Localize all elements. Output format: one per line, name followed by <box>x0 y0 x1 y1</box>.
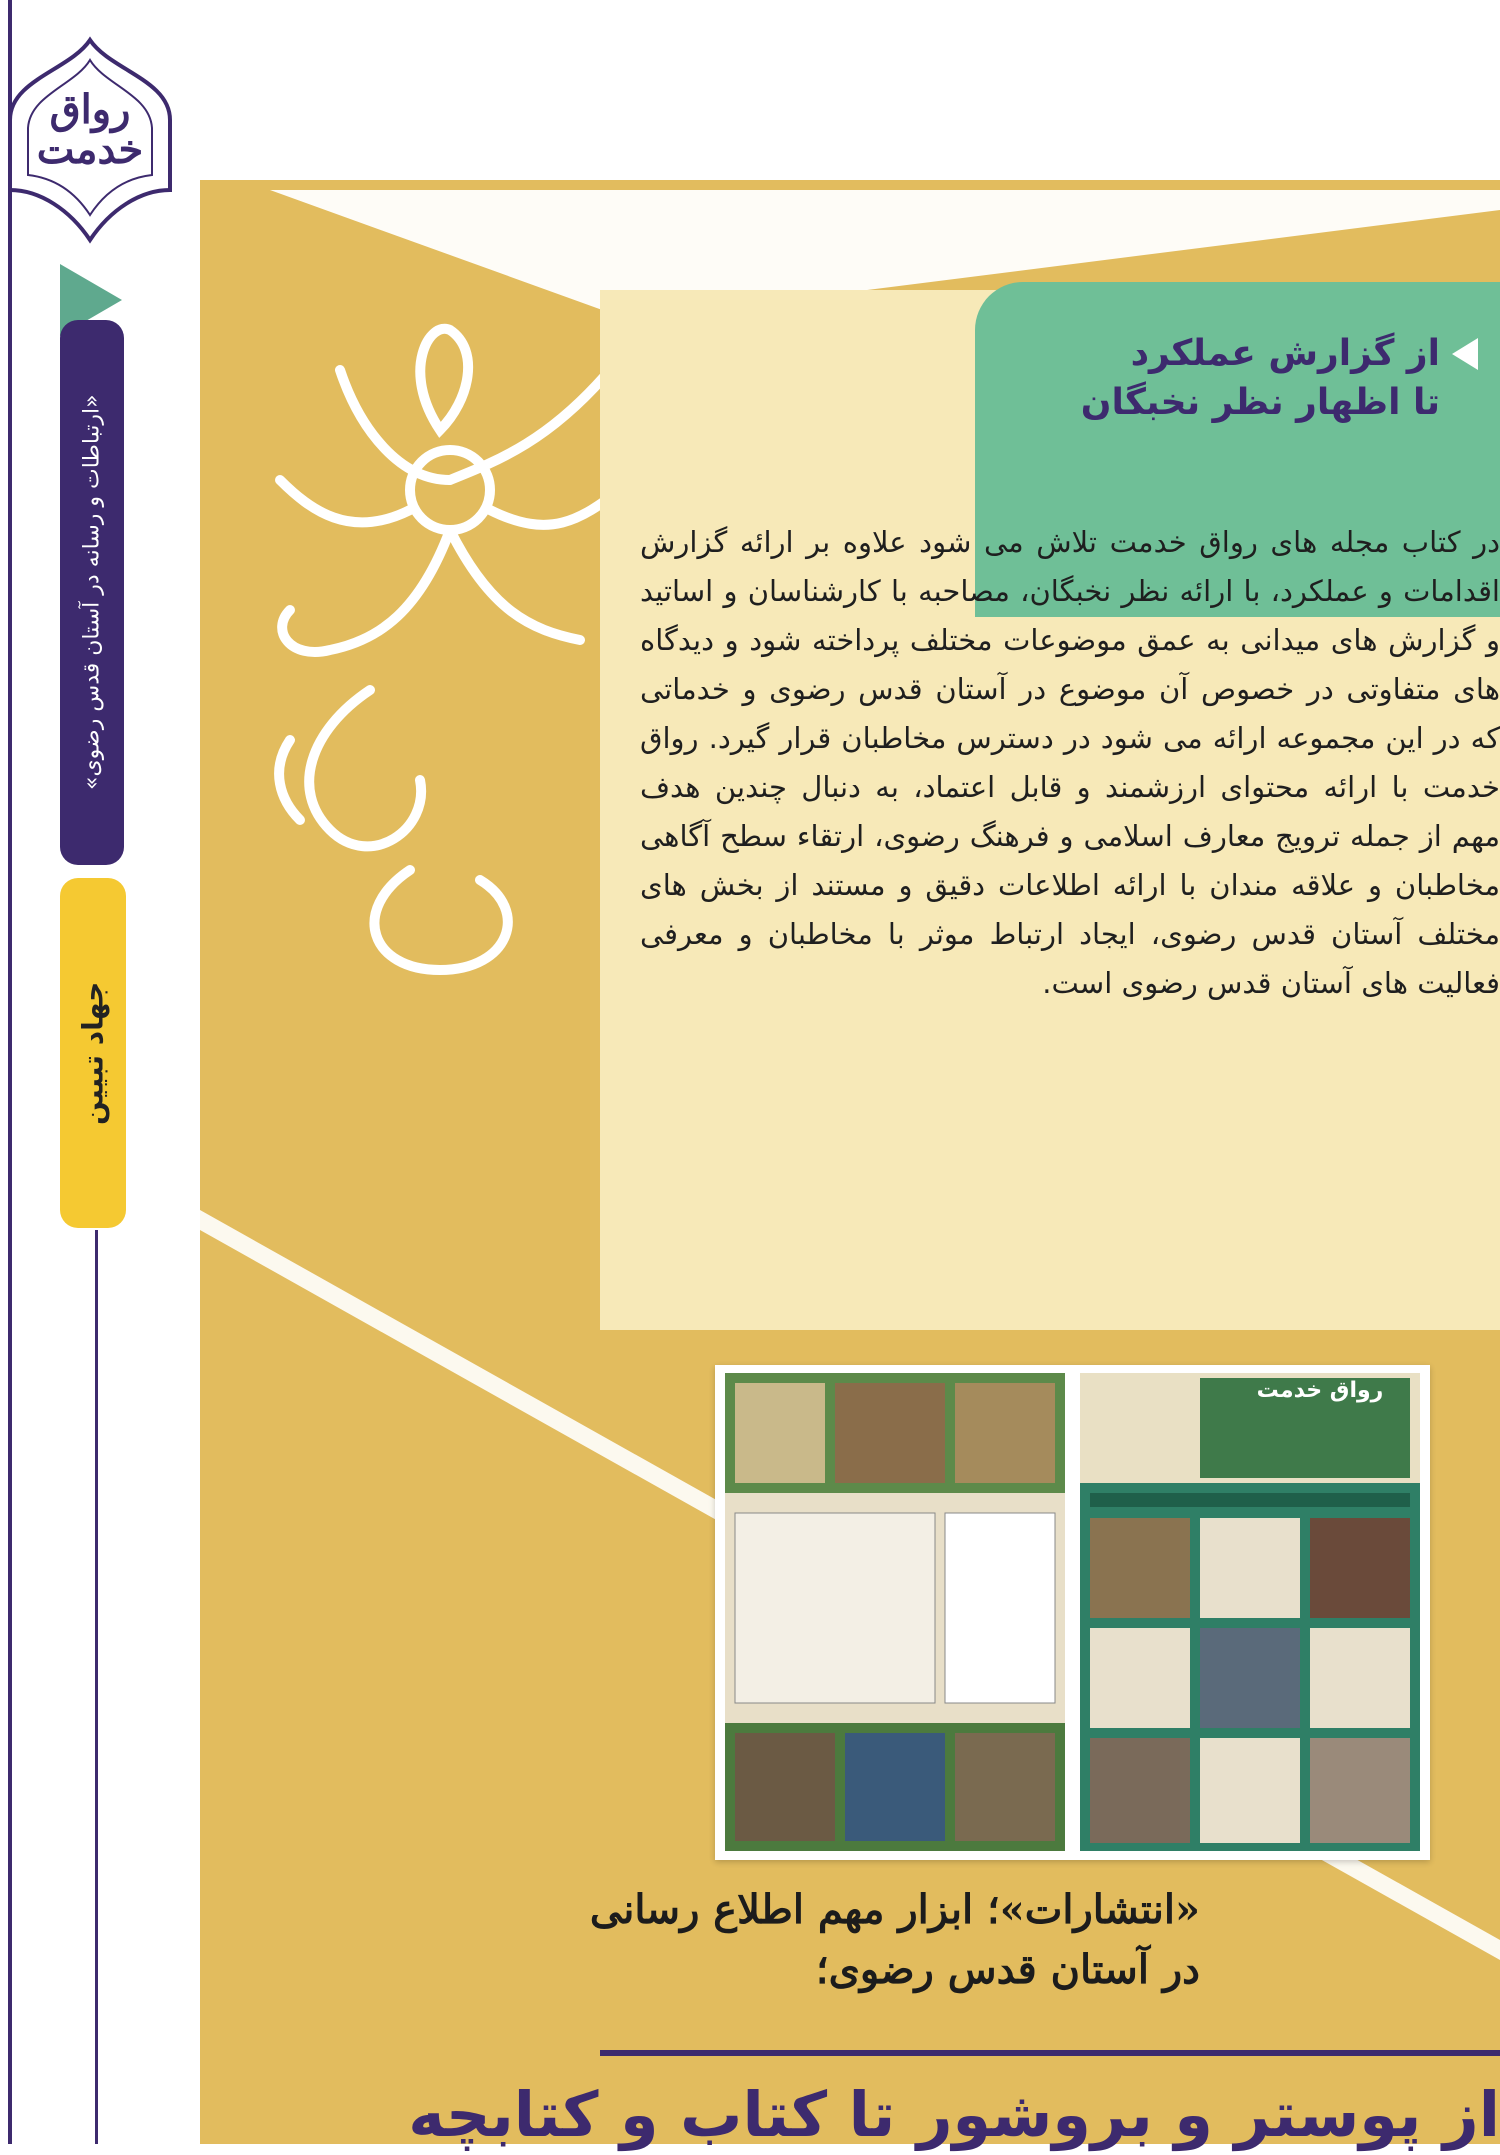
sidebar-rule <box>8 0 12 2144</box>
heading-arrow-icon <box>1452 338 1478 370</box>
poster-title: رواق خدمت <box>1256 1378 1384 1403</box>
series-label: «ارتباطات و رسانه در آستان قدس رضوی» <box>79 394 105 791</box>
article-body: در کتاب مجله های رواق خدمت تلاش می شود علاوه بر ارائه گزارش اقدامات و عملکرد، با ارائه نظر نخبگان، مصاحبه با کارشناسان و اساتید و گزارش های میدانی به عمق موضوعات مختلف پرداخته شود و دیدگاه های متفاوتی در خصوص آن موضوع در آستان قدس رضوی و خدماتی که در این مجموعه ارائه می شود در دسترس مخاطبان قرار گیرد. رواق خدمت با ارائه محتوای ارزشمند و قابل اعتماد، به دنبال چندین هدف مهم از جمله ترویج معارف اسلامی و فرهنگ رضوی، ارتقاء سطح آگاهی مخاطبان و علاقه مندان با ارائه اطلاعات دقیق و مستند از بخش های مختلف آستان قدس رضوی، ایجاد ارتباط موثر با مخاطبان و معرفی فعالیت های آستان قدس رضوی است. <box>640 525 1500 1000</box>
poster-left-layout <box>725 1373 1065 1851</box>
magazine-logo-text: رواق خدمت <box>36 86 144 173</box>
sidebar-rule-lower <box>95 1230 98 2144</box>
poster-right-layout <box>1080 1373 1420 1851</box>
caption-line-2: در آستان قدس رضوی؛ <box>815 1946 1200 1993</box>
next-section-title: از پوستر و بروشور تا کتاب و کتابچه <box>408 2078 1500 2151</box>
floral-ornament-icon <box>250 310 630 1010</box>
section-divider <box>600 2050 1500 2056</box>
heading-line-2: تا اظهار نظر نخبگان <box>1080 381 1440 423</box>
figure-caption <box>560 1880 1200 2000</box>
article-heading <box>1000 330 1440 427</box>
caption-line-1: «انتشارات»؛ ابزار مهم اطلاع رسانی <box>589 1886 1200 1933</box>
heading-line-1: از گزارش عملکرد <box>1130 333 1440 374</box>
section-label: جهاد تبیین <box>76 981 110 1125</box>
